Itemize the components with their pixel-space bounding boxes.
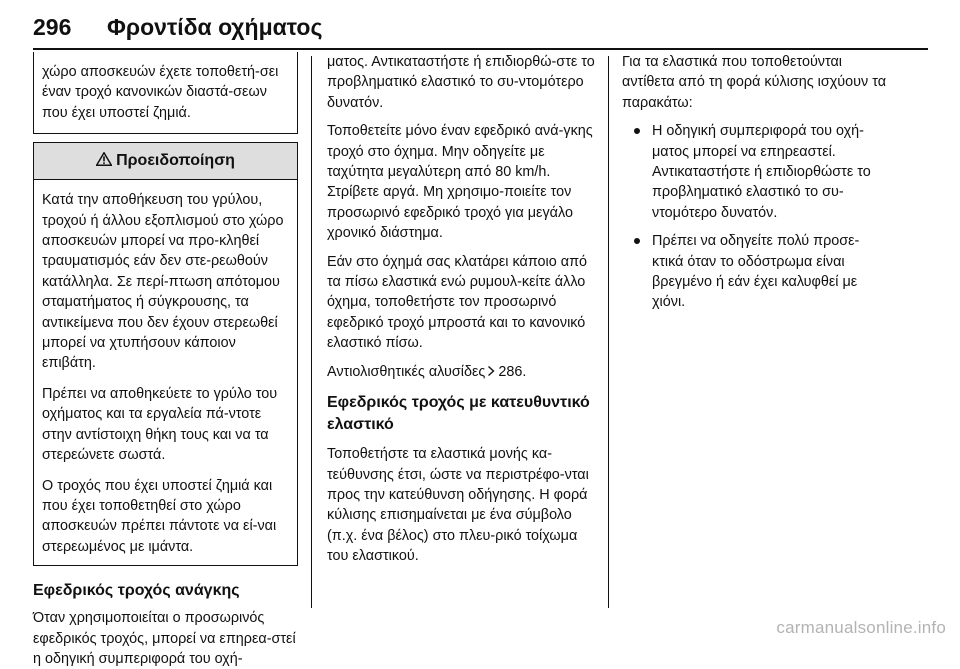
column-divider-2 (608, 56, 609, 608)
list-item-text: Η οδηγική συμπεριφορά του οχή-ματος μπορεί να επηρεαστεί. Αντικαταστήστε ή επιδιορθώστε το προβληματικό ελαστικό το συ-ντομότερο δυνατόν. (652, 123, 871, 221)
cross-reference-label: Αντιολισθητικές αλυσίδες (327, 363, 486, 380)
continued-note-box (33, 52, 298, 134)
section-heading-directional-tyre: Εφεδρικός τροχός με κατευθυντικό ελαστικό (327, 394, 590, 434)
body-paragraph: ματος. Αντικαταστήστε ή επιδιορθώ-στε το προβληματικό ελαστικό το συ-ντομότερο δυνατόν. (327, 54, 595, 111)
list-item (622, 231, 890, 313)
column-divider-1 (311, 56, 312, 608)
warning-body (34, 180, 297, 565)
warning-triangle-icon (96, 152, 112, 166)
bullet-dot-icon (634, 128, 640, 134)
body-paragraph: Τοποθετείτε μόνο έναν εφεδρικό ανά-γκης τροχό στο όχημα. Μην οδηγείτε με ταχύτητα μεγαλύτερη από 80 km/h. Στρίβετε αργά. Μη χρησιμο-ποιείτε τον προσωρινό εφεδρικό τροχό για μεγάλο χρονικό διάστημα. (327, 123, 593, 242)
column-1 (33, 52, 298, 669)
cross-reference-page[interactable]: 286. (498, 363, 527, 380)
column-2 (327, 52, 595, 567)
page-reference-arrow-icon (487, 365, 495, 377)
bullet-list (622, 121, 890, 313)
page-header (33, 14, 928, 48)
body-paragraph: Για τα ελαστικά που τοποθετούνται αντίθετα από τη φορά κύλισης ισχύουν τα παρακάτω: (622, 54, 887, 111)
warning-header (34, 143, 297, 180)
body-paragraph: Εάν στο όχημά σας κλατάρει κάποιο από τα πίσω ελαστικά ενώ ρυμουλ-κείτε άλλο όχημα, τοποθετήστε τον προσωρινό εφεδρικό τροχό μπροστά και το κανονικό ελαστικό πίσω. (327, 253, 588, 352)
cross-reference-line (327, 362, 595, 382)
warning-box (33, 142, 298, 566)
warning-paragraph: Ο τροχός που έχει υποστεί ζημιά και που έχει τοποθετηθεί στο χώρο αποσκευών πρέπει πάντοτε να εί-ναι στερεωμένος με ιμάντα. (42, 477, 277, 555)
body-paragraph: Τοποθετήστε τα ελαστικά μονής κα-τεύθυνσης έτσι, ώστε να περιστρέφο-νται προς την κατεύθυνση οδήγησης. Η φορά κύλισης επισημαίνεται με ένα σύμβολο (π.χ. ένα βέλος) στο πλευ-ρικό τοίχωμα του ελαστικού. (327, 446, 589, 565)
continued-note-text: χώρο αποσκευών έχετε τοποθετή-σει έναν τροχό κανονικών διαστά-σεων που έχει υποστεί ζημιά. (42, 64, 279, 121)
header-divider (33, 48, 928, 50)
column-3 (622, 52, 890, 321)
list-item-text: Πρέπει να οδηγείτε πολύ προσε-κτικά όταν το οδόστρωμα είναι βρεγμένο ή εάν έχει καλυφθεί με χιόνι. (652, 233, 860, 311)
page-number: 296 (33, 14, 72, 40)
section-heading-emergency-spare: Εφεδρικός τροχός ανάγκης (33, 582, 240, 600)
warning-paragraph: Κατά την αποθήκευση του γρύλου, τροχού ή άλλου εξοπλισμού στο χώρο αποσκευών μπορεί να προ-κληθεί τραυματισμός εάν δεν στε-ρεωθούν κατάλληλα. Σε περί-πτωση απότομου σταματήματος ή σύγκρουσης, τα αντικείμενα που δεν έχουν στερεωθεί μπορεί να χτυπήσουν κάποιον επιβάτη. (42, 192, 284, 372)
bullet-dot-icon (634, 238, 640, 244)
watermark: carmanualsonline.info (776, 618, 946, 637)
list-item (622, 121, 890, 223)
body-paragraph: Όταν χρησιμοποιείται ο προσωρινός εφεδρικός τροχός, μπορεί να επηρεα-στεί η οδηγική συμπεριφορά του οχή- (33, 610, 296, 667)
page-title: Φροντίδα οχήματος (107, 14, 323, 40)
warning-title: Προειδοποίηση (116, 152, 235, 170)
warning-paragraph: Πρέπει να αποθηκεύετε το γρύλο του οχήματος και τα εργαλεία πά-ντοτε στην αντίστοιχη θήκη τους και να τα στερεώνετε σωστά. (42, 385, 278, 464)
